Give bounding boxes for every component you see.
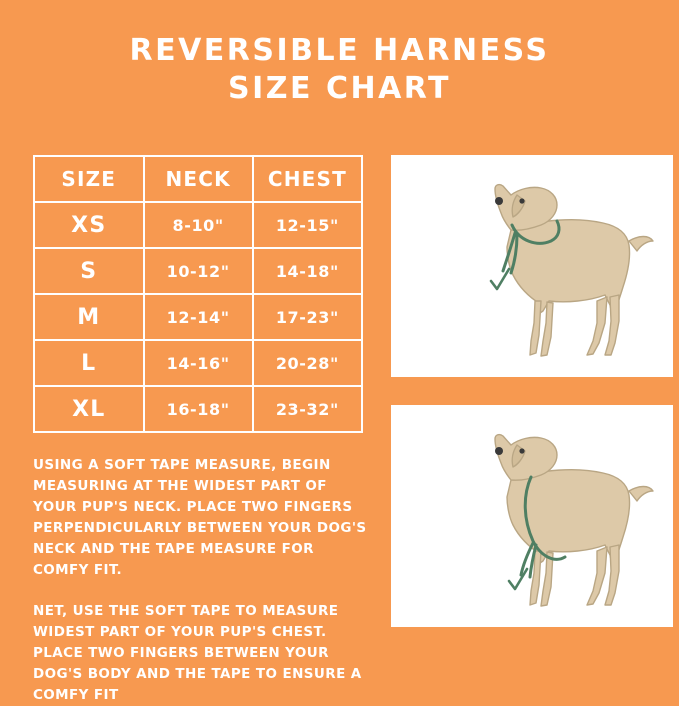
page-title [0,0,679,108]
table-row [34,294,362,340]
left-column [33,155,367,706]
cell-neck: 12-14" [144,294,253,340]
cell-size: L [34,340,144,386]
dog-nose-icon [495,197,503,205]
cell-size: XS [34,202,144,248]
dog-eye-icon [519,198,524,203]
content-area [33,155,646,703]
cell-chest: 12-15" [253,202,362,248]
column-header-neck: NECK [144,156,253,202]
cell-size: M [34,294,144,340]
size-table [33,155,363,433]
cell-chest: 17-23" [253,294,362,340]
note-neck: USING A SOFT TAPE MEASURE, BEGIN MEASURING AT THE WIDEST PART OF YOUR PUP'S NECK. PLACE TWO FINGERS PERPENDICULARLY BETWEEN YOUR DOG'S NECK AND THE TAPE MEASURE FOR COMFY FIT. [33,457,367,578]
illustration-panel-chest [391,405,673,627]
check-icon [509,569,527,589]
cell-chest: 23-32" [253,386,362,432]
cell-size: S [34,248,144,294]
cell-neck: 10-12" [144,248,253,294]
instructions [33,455,373,706]
illustration-panel-neck [391,155,673,377]
table-row [34,202,362,248]
column-header-chest: CHEST [253,156,362,202]
dog-nose-icon [495,447,503,455]
table-row [34,340,362,386]
dog-chest-measurement-icon [391,405,673,627]
title-line-1: REVERSIBLE HARNESS [129,33,550,68]
cell-chest: 14-18" [253,248,362,294]
right-column [391,155,673,627]
table-row [34,386,362,432]
cell-size: XL [34,386,144,432]
cell-chest: 20-28" [253,340,362,386]
note-chest: NET, USE THE SOFT TAPE TO MEASURE WIDEST PART OF YOUR PUP'S CHEST. PLACE TWO FINGERS BETWEEN YOUR DOG'S BODY AND THE TAPE TO ENSURE A COMFY FIT [33,603,362,703]
dog-eye-icon [519,448,524,453]
column-header-size: SIZE [34,156,144,202]
cell-neck: 14-16" [144,340,253,386]
check-icon [491,269,509,289]
dog-neck-measurement-icon [391,155,673,377]
table-row [34,248,362,294]
title-line-2: SIZE CHART [227,71,452,106]
cell-neck: 8-10" [144,202,253,248]
table-header-row [34,156,362,202]
cell-neck: 16-18" [144,386,253,432]
